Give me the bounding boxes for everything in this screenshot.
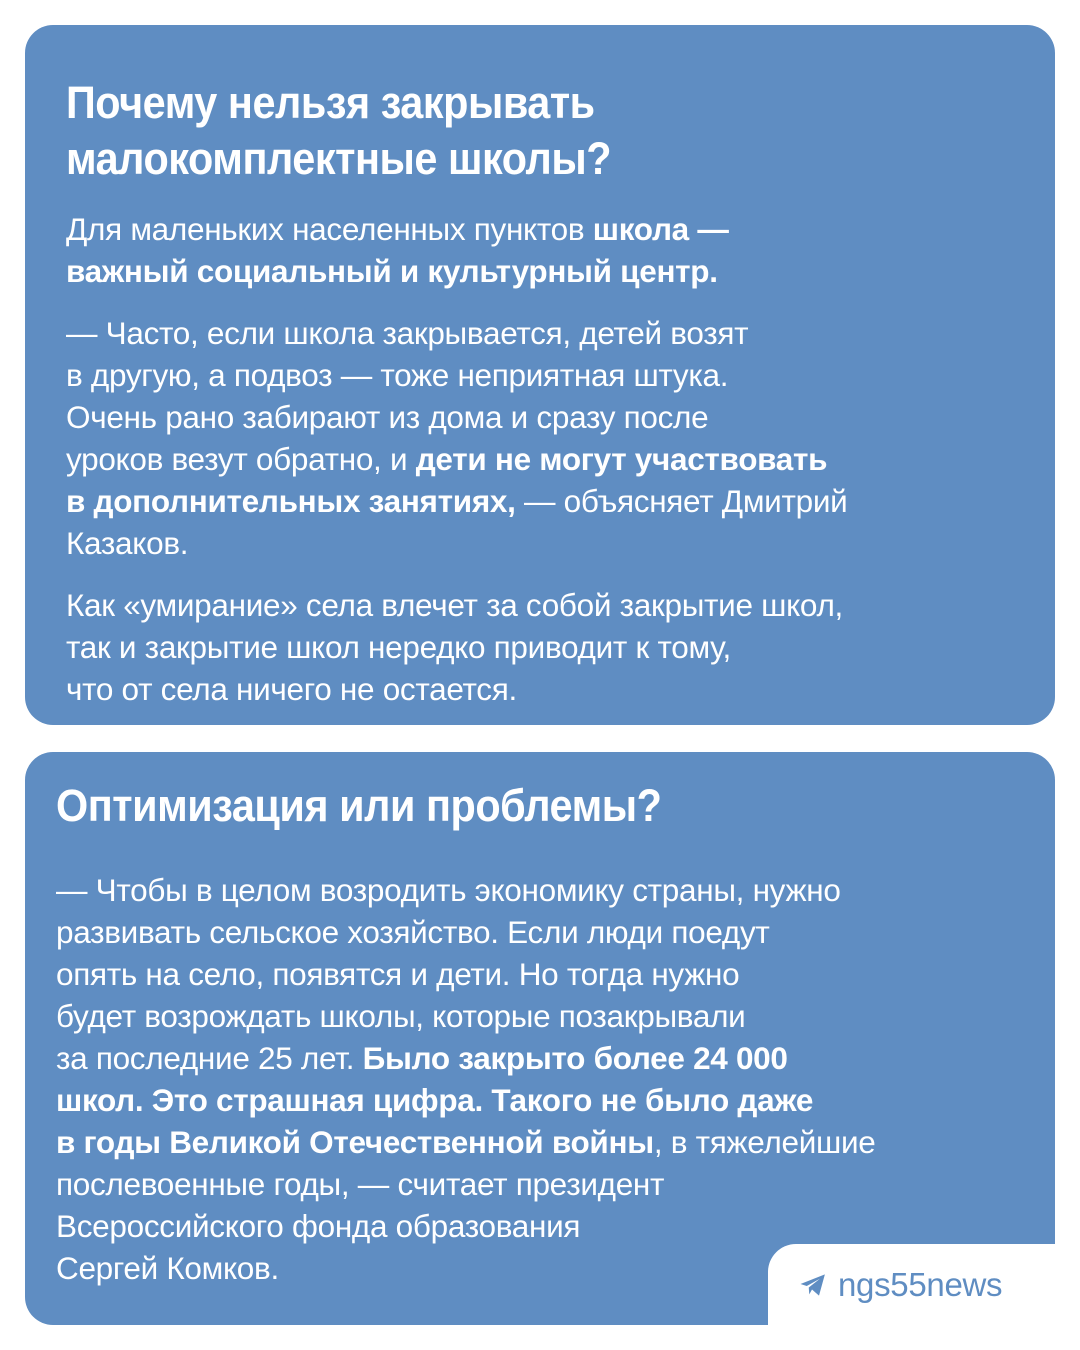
- paragraph-conclusion: [66, 584, 1015, 710]
- title-line: малокомплектные школы?: [66, 133, 612, 184]
- bold-text: в дополнительных занятиях,: [66, 483, 516, 519]
- text: — Часто, если школа закрывается, детей возят: [66, 315, 749, 351]
- card-school-closure: [25, 25, 1055, 725]
- title-line: Почему нельзя закрывать: [66, 77, 595, 128]
- bold-text: школ. Это страшная цифра. Такого не было даже: [56, 1082, 814, 1118]
- text: так и закрытие школ нередко приводит к тому,: [66, 629, 731, 665]
- text: что от села ничего не остается.: [66, 671, 517, 707]
- bold-text: школа —: [592, 211, 729, 247]
- text: , в тяжелейшие: [653, 1124, 876, 1160]
- card-title: [66, 75, 1023, 187]
- text: Как «умирание» села влечет за собой закрытие школ,: [66, 587, 843, 623]
- bold-text: важный социальный и культурный центр.: [66, 253, 718, 289]
- paragraph-intro: [66, 208, 1015, 292]
- watermark-text: ngs55news: [838, 1266, 1003, 1303]
- text: Для маленьких населенных пунктов: [66, 211, 593, 247]
- text: за последние 25 лет.: [56, 1040, 363, 1076]
- text: развивать сельское хозяйство. Если люди поедут: [56, 914, 770, 950]
- card-title: Оптимизация или проблемы?: [56, 780, 662, 831]
- bold-text: в годы Великой Отечественной войны: [56, 1124, 654, 1160]
- text: Всероссийского фонда образования: [56, 1208, 581, 1244]
- text: послевоенные годы, — считает президент: [56, 1166, 665, 1202]
- text: Очень рано забирают из дома и сразу после: [66, 399, 709, 435]
- text: Казаков.: [66, 525, 189, 561]
- card-optimization: [25, 752, 1055, 1325]
- text: Сергей Комков.: [56, 1250, 279, 1286]
- text: — Чтобы в целом возродить экономику страны, нужно: [56, 872, 841, 908]
- bold-text: дети не могут участвовать: [415, 441, 828, 477]
- text: уроков везут обратно, и: [66, 441, 416, 477]
- paragraph-quote-kazakov: [66, 312, 1015, 564]
- text: будет возрождать школы, которые позакрывали: [56, 998, 746, 1034]
- watermark: [798, 1260, 1002, 1310]
- paragraph-quote-komkov: [56, 869, 1015, 1289]
- text: — объясняет Дмитрий: [515, 483, 848, 519]
- text: опять на село, появятся и дети. Но тогда нужно: [56, 956, 740, 992]
- telegram-icon: [798, 1270, 828, 1300]
- text: в другую, а подвоз — тоже неприятная штука.: [66, 357, 729, 393]
- bold-text: Было закрыто более 24 000: [362, 1040, 788, 1076]
